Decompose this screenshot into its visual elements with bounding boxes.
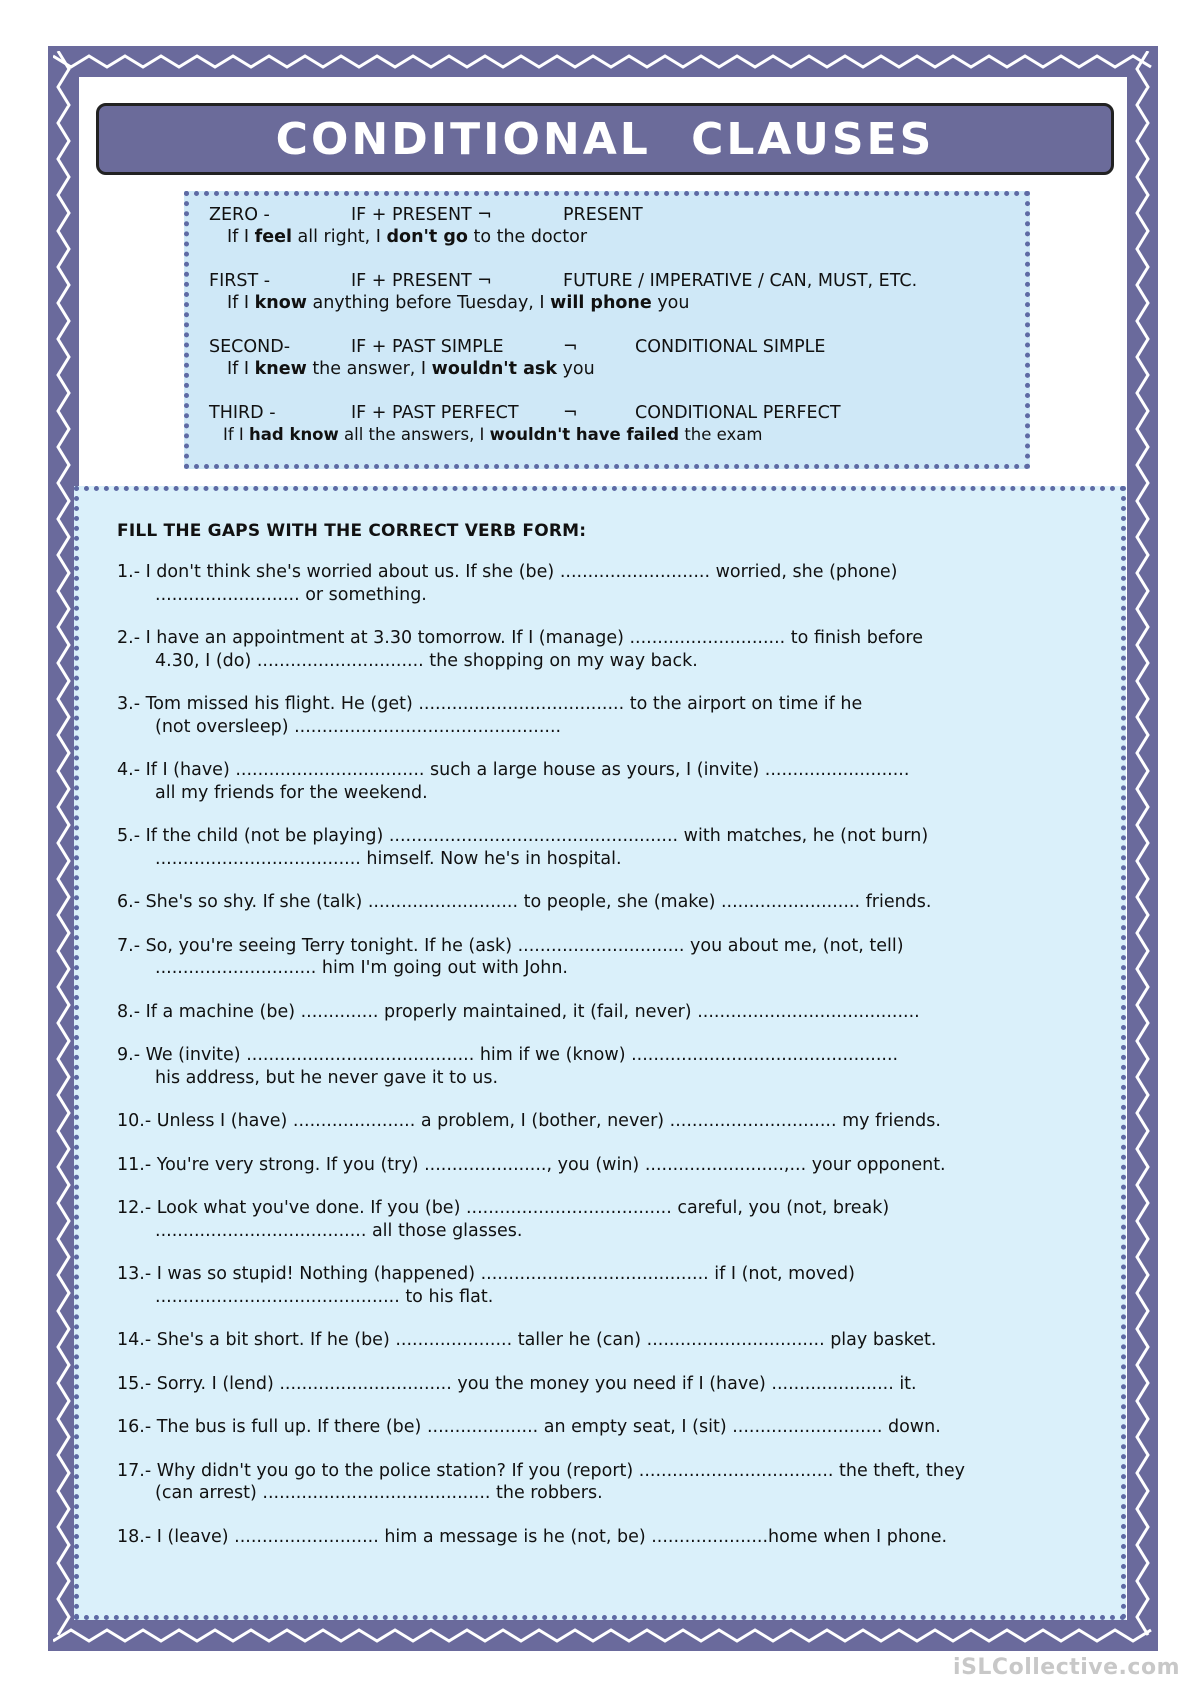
example-text: all right, I: [291, 227, 387, 247]
exercise-heading: FILL THE GAPS WITH THE CORRECT VERB FORM:: [117, 521, 587, 541]
example-verb: know: [254, 293, 307, 313]
rule-second: [209, 336, 1007, 380]
rule-type: ZERO -: [209, 205, 270, 225]
example-verb: had know: [249, 425, 339, 444]
exercise-line-continued: 4.30, I (do) .............................. the shopping on my way back.: [155, 650, 698, 671]
exercise-item: [117, 1460, 1081, 1505]
example-verb: don't go: [386, 227, 468, 247]
rule-example: [209, 424, 1007, 446]
rule-example: [209, 292, 1007, 314]
example-verb: knew: [254, 359, 307, 379]
zigzag-line: [53, 56, 1151, 67]
exercise-item: [117, 1526, 1081, 1549]
exercise-item: [117, 1001, 1081, 1024]
rule-if-clause: IF + PRESENT ¬: [351, 205, 492, 225]
exercise-line: 3.- Tom missed his flight. He (get) ..................................... to the airport on time if he: [117, 694, 863, 714]
exercise-line-continued: ...................................... all those glasses.: [155, 1220, 523, 1241]
example-text: If I: [227, 227, 255, 247]
rule-arrow: ¬: [563, 403, 578, 423]
example-text: you: [556, 359, 595, 379]
rule-result: CONDITIONAL SIMPLE: [635, 337, 826, 357]
example-text: If I: [227, 293, 255, 313]
exercise-item: [117, 1154, 1081, 1177]
exercise-line: 14.- She's a bit short. If he (be) ..................... taller he (can) ................................ play basket.: [117, 1330, 937, 1350]
exercise-line: 5.- If the child (not be playing) .................................................... with matches, he (not burn): [117, 826, 929, 846]
exercise-item: [117, 891, 1081, 914]
exercise-line-continued: all my friends for the weekend.: [155, 782, 428, 803]
example-text: If I: [223, 425, 250, 444]
example-text: If I: [227, 359, 255, 379]
watermark: iSLCollective.com: [953, 1655, 1180, 1680]
rule-result: CONDITIONAL PERFECT: [635, 403, 841, 423]
exercise-line: 7.- So, you're seeing Terry tonight. If he (ask) .............................. you about me, (not, tell): [117, 935, 904, 956]
exercise-line: 2.- I have an appointment at 3.30 tomorrow. If I (manage) ............................ to finish before: [117, 628, 924, 648]
exercise-item: [117, 1329, 1081, 1352]
exercise-line-continued: (not oversleep) ................................................: [155, 716, 562, 737]
exercise-item: [117, 759, 1081, 804]
example-verb: will phone: [550, 293, 652, 313]
rule-result: PRESENT: [563, 205, 643, 225]
exercise-line: 17.- Why didn't you go to the police station? If you (report) ................................... the theft, they: [117, 1460, 965, 1481]
exercise-line: 1.- I don't think she's worried about us. If she (be) ........................... worried, she (phone): [117, 562, 898, 582]
example-verb: feel: [254, 227, 292, 247]
exercise-line-continued: ..................................... himself. Now he's in hospital.: [155, 848, 622, 869]
exercise-item: [117, 825, 1081, 870]
exercise-line: 11.- You're very strong. If you (try) ......................, you (win) .........................,... your opponent.: [117, 1154, 946, 1175]
exercise-line: 12.- Look what you've done. If you (be) ..................................... careful, you (not, break): [117, 1198, 890, 1218]
example-text: to the doctor: [467, 227, 588, 247]
exercise-line-continued: ............................................ to his flat.: [155, 1286, 494, 1307]
exercise-item: [117, 1197, 1081, 1242]
rule-zero: [209, 204, 1007, 248]
zigzag-line: [1137, 51, 1148, 1635]
exercise-item: [117, 1373, 1081, 1396]
example-text: all the answers, I: [338, 425, 490, 444]
exercise-line-continued: .......................... or something.: [155, 584, 427, 605]
exercise-item: [117, 693, 1081, 738]
rule-third: [209, 402, 1007, 446]
rule-first: [209, 270, 1007, 314]
exercise-line: 10.- Unless I (have) ...................... a problem, I (bother, never) .............................. my friends.: [117, 1111, 941, 1131]
exercise-item: [117, 1416, 1081, 1439]
rule-example: [209, 226, 1007, 248]
exercise-line-continued: ............................. him I'm going out with John.: [155, 958, 568, 978]
rule-if-clause: IF + PRESENT ¬: [351, 271, 492, 291]
example-verb: wouldn't ask: [431, 359, 557, 379]
exercise-item: [117, 1044, 1081, 1089]
exercise-list: [117, 561, 1081, 1548]
example-verb: wouldn't have failed: [489, 425, 680, 444]
title-banner: [96, 103, 1114, 175]
exercise-line: 15.- Sorry. I (lend) ............................... you the money you need if I (have) ...................... it.: [117, 1373, 917, 1394]
exercise-line: 18.- I (leave) .......................... him a message is he (not, be) .....................home when I phone.: [117, 1526, 948, 1547]
example-text: the answer, I: [306, 359, 432, 379]
exercise-box: [74, 486, 1126, 1620]
zigzag-line: [53, 1630, 1151, 1641]
example-text: you: [651, 293, 690, 313]
rule-arrow: ¬: [563, 337, 578, 357]
exercise-line: 9.- We (invite) ......................................... him if we (know) ................................................: [117, 1045, 899, 1065]
exercise-line-continued: (can arrest) ......................................... the robbers.: [155, 1483, 603, 1503]
rule-type: THIRD -: [209, 403, 276, 423]
rule-type: FIRST -: [209, 271, 271, 291]
exercise-item: [117, 1263, 1081, 1308]
rule-example: [209, 358, 1007, 380]
example-text: the exam: [679, 425, 763, 444]
exercise-item: [117, 561, 1081, 606]
rule-result: FUTURE / IMPERATIVE / CAN, MUST, ETC.: [563, 271, 918, 291]
exercise-item: [117, 627, 1081, 672]
exercise-line-continued: his address, but he never gave it to us.: [155, 1067, 499, 1088]
exercise-line: 16.- The bus is full up. If there (be) .................... an empty seat, I (sit) ........................... down.: [117, 1417, 941, 1437]
zigzag-line: [58, 51, 69, 1635]
example-text: anything before Tuesday, I: [306, 293, 551, 313]
exercise-item: [117, 935, 1081, 980]
exercise-line: 6.- She's so shy. If she (talk) ........................... to people, she (make) ......................... friends.: [117, 892, 932, 912]
rule-if-clause: IF + PAST PERFECT: [351, 403, 519, 423]
rule-if-clause: IF + PAST SIMPLE: [351, 337, 504, 357]
exercise-line: 13.- I was so stupid! Nothing (happened) ......................................... if I (not, moved): [117, 1264, 855, 1284]
rules-summary-box: [184, 191, 1030, 469]
page-title: CONDITIONAL CLAUSES: [275, 113, 935, 165]
exercise-line: 4.- If I (have) .................................. such a large house as yours, I (invite) ..........................: [117, 760, 910, 780]
rule-type: SECOND-: [209, 337, 291, 357]
exercise-item: [117, 1110, 1081, 1133]
exercise-line: 8.- If a machine (be) .............. properly maintained, it (fail, never) ........................................: [117, 1001, 920, 1022]
